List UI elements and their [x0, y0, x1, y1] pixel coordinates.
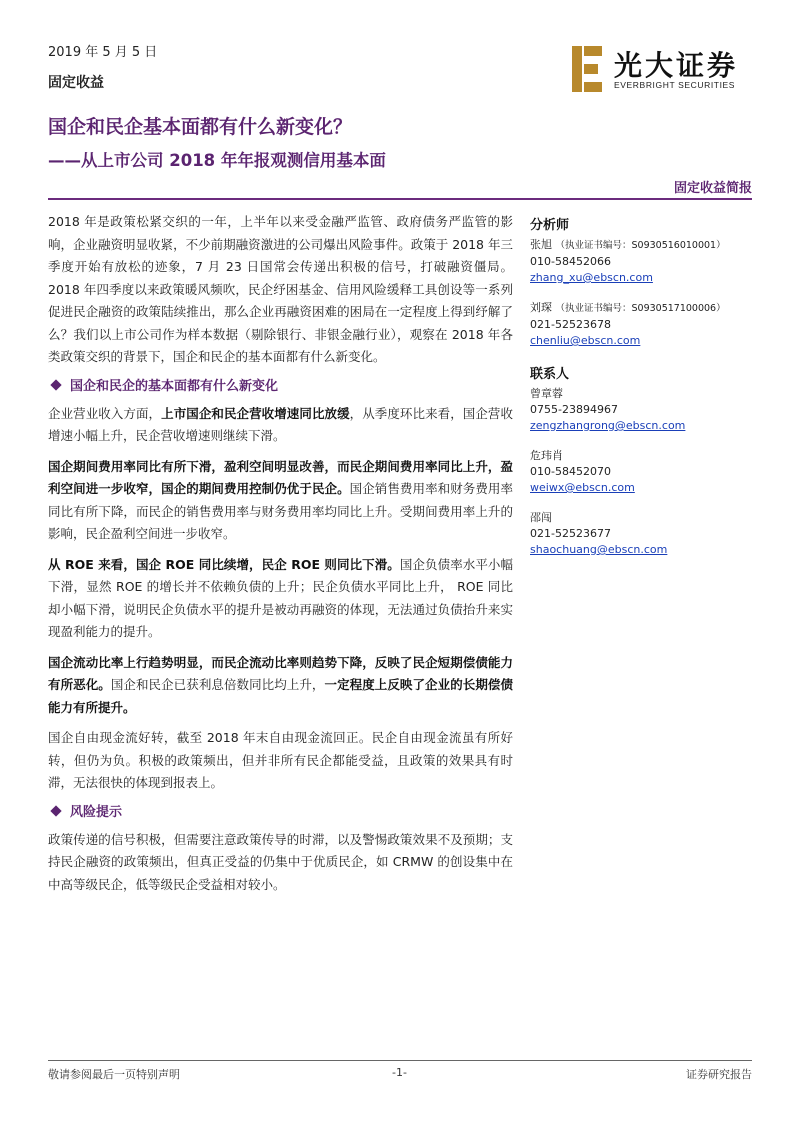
bold-run: 国企期间费用率同比有所下滑，盈利空间明显改善，而民企期间费用率同比上升，盈利空间进一步收窄，国企的期间费用控制仍优于民企。 — [48, 458, 513, 496]
footer-report-label: 证券研究报告 — [686, 1068, 752, 1081]
diamond-bullet-icon — [50, 805, 61, 816]
analyst-name-line — [530, 237, 752, 254]
text-run: 国企销售费用率和财务费用率同比有所下降，而民企的销售费用率与财务费用率均同比上升。受期间费用率上升的影响，民企盈利空间进一步收窄。 — [48, 481, 513, 541]
expense-paragraph — [48, 456, 513, 546]
bold-run: 国企流动比率上行趋势明显，而民企流动比率则趋势下降，反映了民企短期偿债能力有所恶化。 — [48, 654, 513, 692]
analyst-card — [530, 237, 752, 286]
section-heading — [52, 803, 513, 823]
report-subtitle: ——从上市公司 2018 年年报观测信用基本面 — [48, 151, 386, 170]
phone-number: 010-58452070 — [530, 465, 611, 478]
report-title: 国企和民企基本面都有什么新变化？ — [48, 116, 353, 138]
analyst-name: 刘琛 — [530, 301, 552, 314]
main-content — [48, 211, 513, 904]
report-date: 2019 年 5 月 5 日 — [48, 45, 158, 60]
contact-name: 邵闯 — [530, 511, 552, 524]
footer-divider — [48, 1060, 752, 1061]
contact-card — [530, 386, 752, 434]
contact-name: 曾章蓉 — [530, 387, 563, 400]
contact-card — [530, 510, 752, 558]
email-link[interactable]: weiwx@ebscn.com — [530, 481, 635, 494]
text-run: 国企和民企已获利息倍数同比均上升， — [110, 677, 325, 692]
intro-paragraph: 2018 年是政策松紧交织的一年，上半年以来受金融严监管、政府债务严监管的影响，企业融资明显收紧，不少前期融资激进的公司爆出风险事件。政策于 2018 年三季度开始有放松的迹象，7 月 23 日国常会传递出积极的信号，打破融资僵局。2018 年四季度以来政策暖风频吹，民企纾困基金、信用风险缓释工具创设等一系列促进民企融资的政策陆续推出，那么企业再融资困难的困局在一定程度上得到纾解了么？我们以上市公司作为样本数据（剔除银行、非银金融行业），观察在 2018 年各类政策交织的背景下，国企和民企的基本面都有什么新变化。 — [48, 214, 513, 364]
license-number: （执业证书编号：S0930517100006） — [555, 303, 726, 314]
text-run: ，从季度环比来看，国企营收增速小幅上升，民企营收增速则继续下滑。 — [48, 405, 513, 443]
section-title: 风险提示 — [70, 804, 123, 820]
contact-heading: 联系人 — [530, 367, 570, 382]
email-link[interactable]: zengzhangrong@ebscn.com — [530, 419, 686, 432]
logo-chinese-name: 光大证券 — [614, 49, 739, 82]
phone-number: 0755-23894967 — [530, 403, 618, 416]
phone-number: 021-52523678 — [530, 318, 611, 331]
text-run: 企业营业收入方面， — [48, 405, 162, 421]
analyst-name: 张旭 — [530, 238, 552, 251]
sidebar-contacts — [530, 214, 752, 572]
email-link[interactable]: shaochuang@ebscn.com — [530, 543, 668, 556]
company-logo — [570, 42, 750, 98]
analyst-heading: 分析师 — [530, 218, 570, 233]
phone-number: 021-52523677 — [530, 527, 611, 540]
email-link[interactable]: zhang_xu@ebscn.com — [530, 271, 653, 284]
report-type-label: 固定收益简报 — [673, 181, 752, 196]
bold-run: 一定程度上反映了企业的长期偿债能力有所提升。 — [48, 677, 513, 715]
bold-run: 上市国企和民企营收增速同比放缓 — [161, 405, 350, 421]
analyst-name-line — [530, 300, 752, 317]
everbright-logo-icon — [570, 46, 604, 92]
contact-card — [530, 448, 752, 496]
logo-english-name: EVERBRIGHT SECURITIES — [614, 80, 736, 90]
header-divider — [48, 198, 752, 200]
report-category: 固定收益 — [48, 75, 104, 91]
bold-run: 从 ROE 来看，国企 ROE 同比续增，民企 ROE 则同比下滑。 — [48, 556, 400, 572]
footer-disclaimer: 敬请参阅最后一页特别声明 — [48, 1068, 180, 1081]
cashflow-paragraph: 国企自由现金流好转，截至 2018 年末自由现金流回正。民企自由现金流虽有所好转，但仍为负。积极的政策频出，但并非所有民企都能受益，且政策的效果具有时滞，无法很快的体现到报表上。 — [48, 730, 513, 790]
diamond-bullet-icon — [50, 379, 61, 390]
license-number: （执业证书编号：S0930516010001） — [555, 240, 726, 251]
risk-paragraph: 政策传递的信号积极，但需要注意政策传导的时滞，以及警惕政策效果不及预期；支持民企融资的政策频出，但真正受益的仍集中于优质民企，如 CRMW 的创设集中在中高等级民企，低等级民企受益相对较小。 — [48, 831, 513, 892]
liquidity-paragraph — [48, 652, 513, 720]
text-run: 国企负债率水平小幅下滑，显然 ROE 的增长并不依赖负债的上升；民企负债水平同比上升， ROE 同比却小幅下滑，说明民企负债水平的提升是被动再融资的体现，无法通过负债抬升来实现盈利能力的提升。 — [48, 556, 513, 639]
analyst-card — [530, 300, 752, 349]
contact-name: 危玮肖 — [530, 449, 563, 462]
phone-number: 010-58452066 — [530, 255, 611, 268]
email-link[interactable]: chenliu@ebscn.com — [530, 334, 641, 347]
page-number: -1- — [392, 1066, 407, 1079]
revenue-paragraph — [48, 403, 513, 448]
roe-paragraph — [48, 554, 513, 644]
section-title: 国企和民企的基本面都有什么新变化 — [70, 378, 279, 394]
section-heading — [52, 377, 513, 397]
